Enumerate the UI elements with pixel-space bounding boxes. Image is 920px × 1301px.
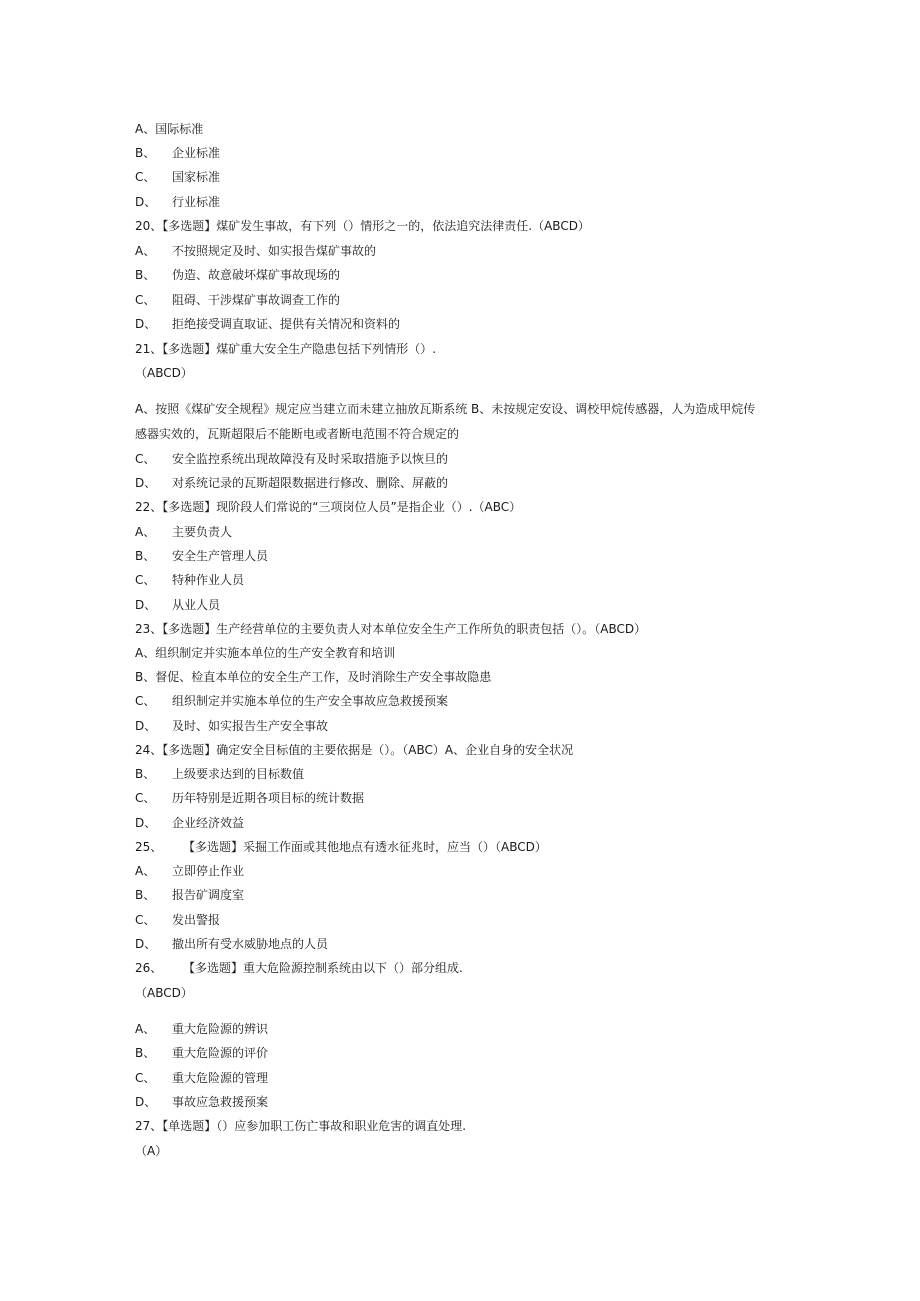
question-line: 21、【多选题】煤矿重大安全生产隐患包括下列情形（）. [135, 342, 437, 356]
option-line: B、 上级要求达到的目标数值 [135, 767, 305, 781]
question-line: 22、【多选题】现阶段人们常说的“三项岗位人员”是指企业（）.（ABC） [135, 500, 522, 514]
option-line: C、 历年特别是近期各项目标的统计数据 [135, 791, 365, 805]
question-line: 26、 【多选题】重大危险源控制系统由以下（）部分组成. [135, 961, 463, 975]
question-line: 20、【多选题】煤矿发生事故，有下列（）情形之一的，依法追究法律责任.（ABCD） [135, 219, 590, 233]
option-line: A、按照《煤矿安全规程》规定应当建立而未建立抽放瓦斯系统 B、未按规定安设、调校甲烷传感器，人为造成甲烷传 [135, 402, 756, 416]
question-line: 23、【多选题】生产经营单位的主要负责人对本单位安全生产工作所负的职责包括（）。（ABCD） [135, 622, 647, 636]
option-line: B、 伪造、故意破坏煤矿事故现场的 [135, 268, 341, 282]
option-line: A、国际标准 [135, 122, 204, 136]
option-line: D、 对系统记录的瓦斯超限数据进行修改、删除、屏蔽的 [135, 476, 449, 490]
option-line: A、 重大危险源的辨识 [135, 1022, 269, 1036]
answer-line: （A） [135, 1144, 168, 1158]
option-line: C、 发出警报 [135, 913, 221, 927]
answer-line: （ABCD） [135, 366, 193, 380]
option-line: C、 阻碍、干涉煤矿事故调查工作的 [135, 293, 341, 307]
option-line: D、 撤出所有受水威胁地点的人员 [135, 937, 329, 951]
answer-line: （ABCD） [135, 986, 193, 1000]
option-line: D、 从业人员 [135, 598, 221, 612]
option-line: D、 事故应急救援预案 [135, 1095, 269, 1109]
option-line: B、 企业标准 [135, 146, 221, 160]
option-line: B、督促、检直本单位的安全生产工作，及时消除生产安全事故隐患 [135, 670, 492, 684]
question-line: 27、【单选题】（）应参加职工伤亡事故和职业危害的调直处理. [135, 1119, 467, 1133]
option-line: C、 特种作业人员 [135, 573, 245, 587]
option-line: D、 行业标准 [135, 195, 221, 209]
option-line: C、 安全监控系统出现故障没有及时采取措施予以恢旦的 [135, 452, 449, 466]
option-line: D、 及时、如实报告生产安全事故 [135, 719, 329, 733]
option-line: A、 立即停止作业 [135, 864, 245, 878]
option-line: C、 重大危险源的管理 [135, 1071, 269, 1085]
option-line: 感器实效的，瓦斯超限后不能断电或者断电范围不符合规定的 [135, 427, 460, 441]
option-line: A、 不按照规定及时、如实报告煤矿事故的 [135, 244, 377, 258]
option-line: D、 企业经济效益 [135, 816, 245, 830]
option-line: A、 主要负责人 [135, 525, 233, 539]
option-line: B、 报告矿调度室 [135, 888, 245, 902]
option-line: C、 组织制定并实施本单位的生产安全事故应急救援预案 [135, 694, 449, 708]
question-line: 24、【多选题】确定安全目标值的主要依据是（）。（ABC）A、企业自身的安全状况 [135, 743, 574, 757]
option-line: A、组织制定并实施本单位的生产安全教育和培训 [135, 646, 396, 660]
option-line: B、 安全生产管理人员 [135, 549, 269, 563]
question-line: 25、 【多选题】采掘工作面或其他地点有透水征兆时，应当（）（ABCD） [135, 840, 547, 854]
option-line: C、 国家标准 [135, 170, 221, 184]
option-line: B、 重大危险源的评价 [135, 1046, 269, 1060]
option-line: D、 拒绝接受调直取证、提供有关情况和资料的 [135, 317, 401, 331]
